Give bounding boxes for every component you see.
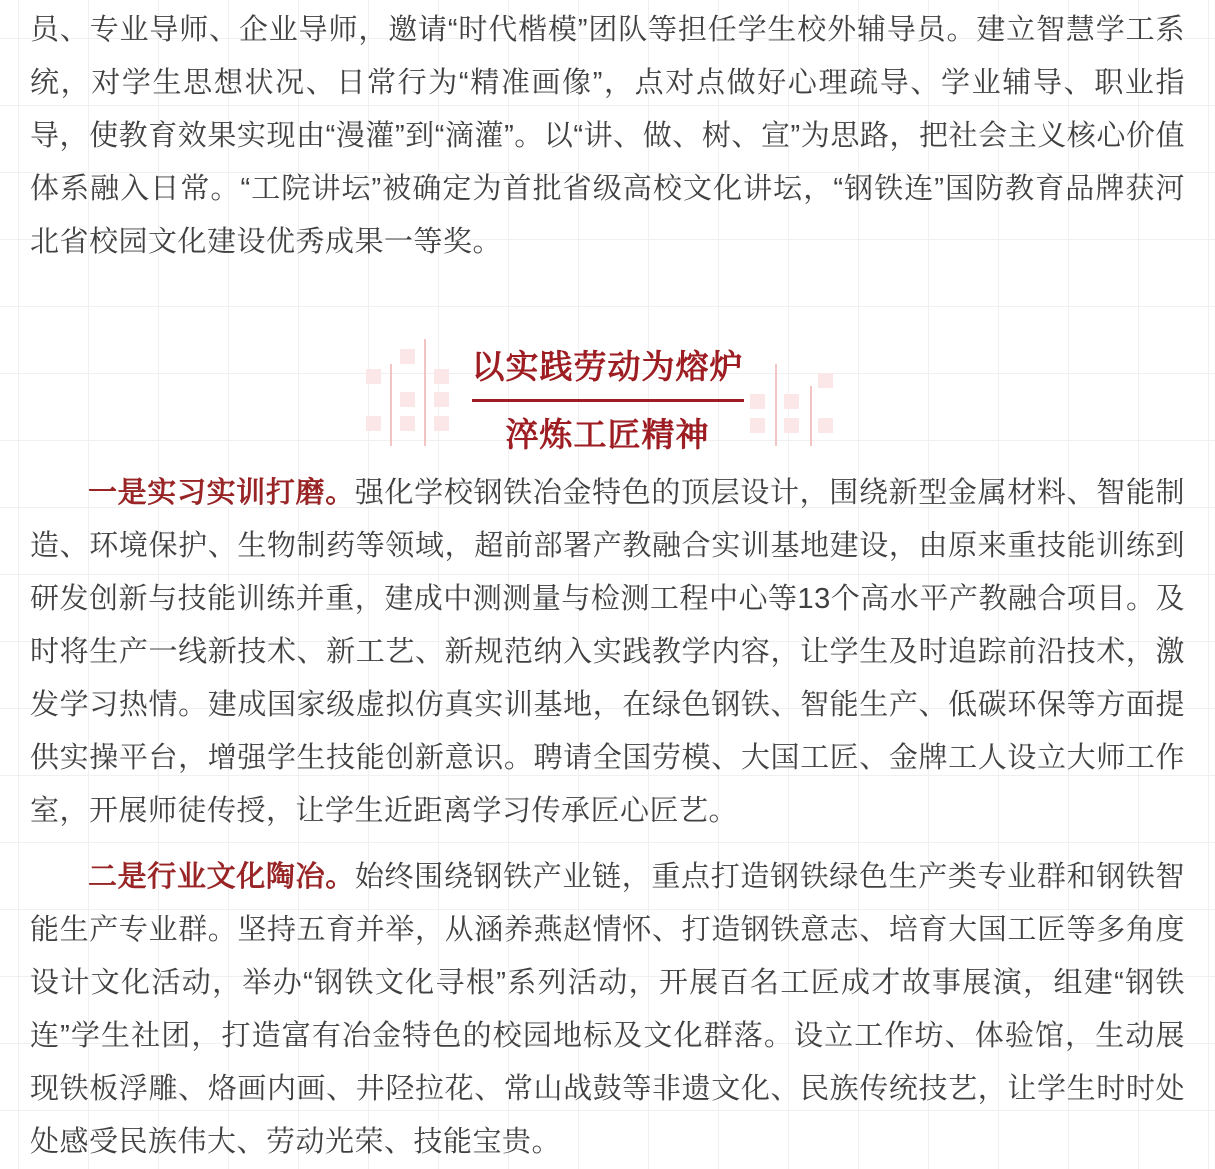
section-title-line1: 以实践劳动为熔炉 [471,348,744,385]
paragraph-lead-1: 一是实习实训打磨。 [88,477,355,509]
paragraph-intro: 员、专业导师、企业导师，邀请“时代楷模”团队等担任学生校外辅导员。建立智慧学工系统，对学生思想状况、日常行为“精准画像”，点对点做好心理疏导、学业辅导、职业指导，使教育效果实现由“漫灌”到“滴灌”。以“讲、做、树、宣”为思路，把社会主义核心价值体系融入日常。“工院讲坛”被确定为首批省级高校文化讲坛，“钢铁连”国防教育品牌获河北省校园文化建设优秀成果一等奖。 [30,14,1185,258]
paragraph-practice-training [30,467,1185,838]
paragraph-body-1: 强化学校钢铁冶金特色的顶层设计，围绕新型金属材料、智能制造、环境保护、生物制药等领域，超前部署产教融合实训基地建设，由原来重技能训练到研发创新与技能训练并重，建成中测测量与检测工程中心等13个高水平产教融合项目。及时将生产一线新技术、新工艺、新规范纳入实践教学内容，让学生及时追踪前沿技术，激发学习热情。建成国家级虚拟仿真实训基地，在绿色钢铁、智能生产、低碳环保等方面提供实操平台，增强学生技能创新意识。聘请全国劳模、大国工匠、金牌工人设立大师工作室，开展师徒传授，让学生近距离学习传承匠心匠艺。 [30,477,1185,827]
section-title-block [30,339,1185,455]
paragraph-body-2: 始终围绕钢铁产业链，重点打造钢铁绿色生产类专业群和钢铁智能生产专业群。坚持五育并举，从涵养燕赵情怀、打造钢铁意志、培育大国工匠等多角度设计文化活动，举办“钢铁文化寻根”系列活动，开展百名工匠成才故事展演，组建“钢铁连”学生社团，打造富有冶金特色的校园地标及文化群落。设立工作坊、体验馆，生动展现铁板浮雕、烙画内画、井陉拉花、常山战鼓等非遗文化、民族传统技艺，让学生时时处处感受民族伟大、劳动光荣、技能宝贵。 [30,861,1185,1158]
pixel-decoration-left-icon [366,339,466,446]
section-title [472,339,744,455]
section-title-line2: 淬炼工匠精神 [505,416,710,453]
title-divider [472,399,744,402]
paragraph-industry-culture [30,851,1185,1169]
pixel-decoration-right-icon [750,339,850,446]
paragraph-lead-2: 二是行业文化陶冶。 [88,861,355,893]
document-page [30,0,1185,1169]
